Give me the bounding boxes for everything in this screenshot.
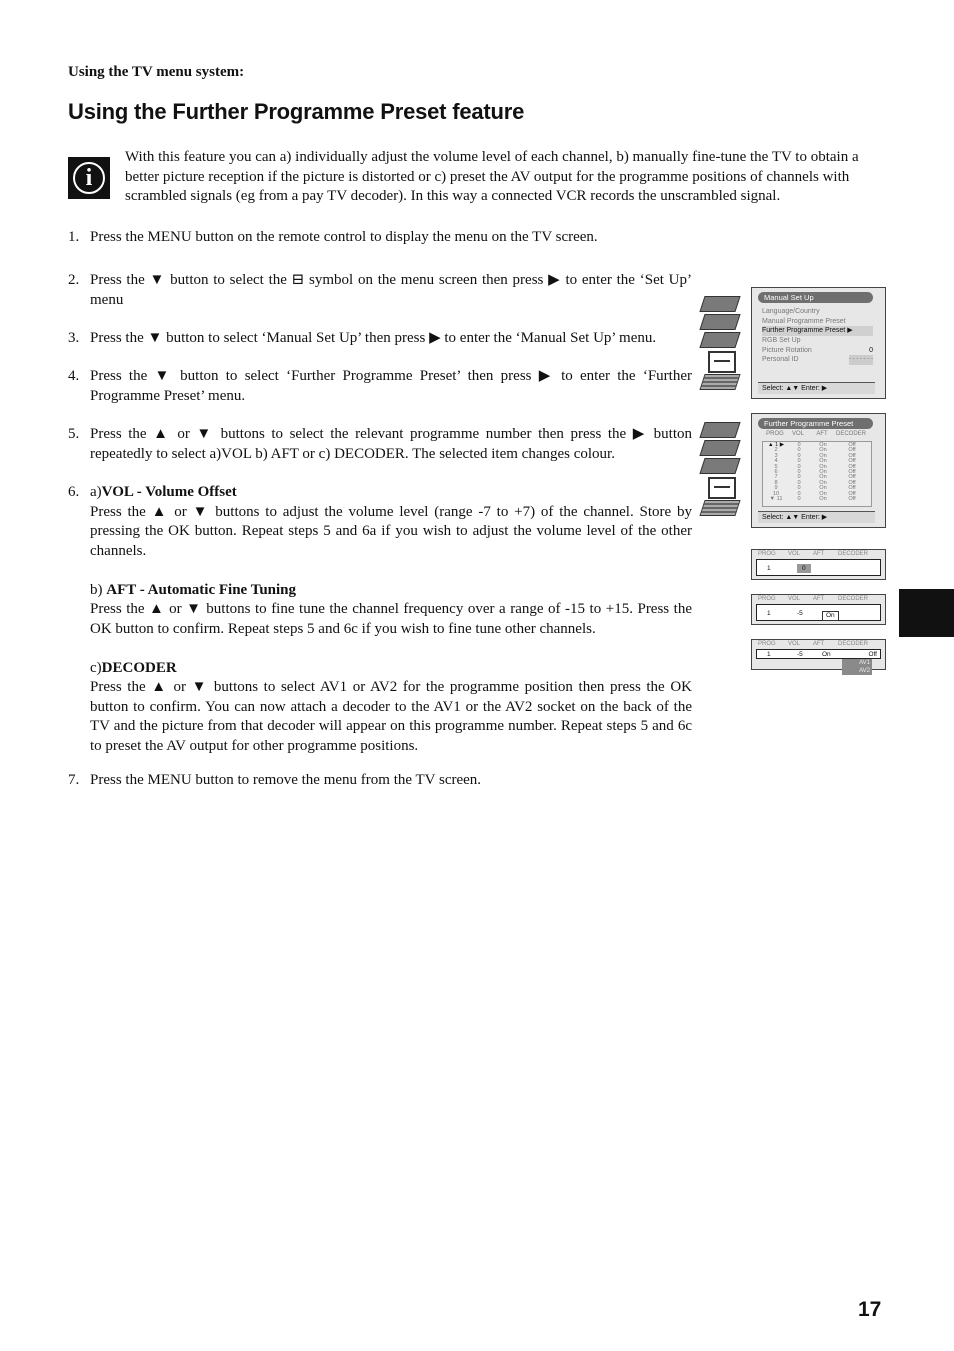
column-header: AFT xyxy=(816,431,828,437)
preset-cell: On xyxy=(819,468,827,475)
preset-cell: 0 xyxy=(797,490,801,497)
sound-menu-icon xyxy=(699,440,740,456)
step-5 xyxy=(68,425,692,464)
step-number: 2. xyxy=(68,272,80,288)
section-heading: Using the TV menu system: xyxy=(68,64,245,80)
step-6c-text: Press the ▲ or ▼ buttons to select AV1 or AV2 for the programme position then press the OK button to confirm. You can now attach a decoder to the AV1 or the AV2 socket on the back of the TV and the picture from that decoder will appear on this programme number. Repeat steps 5 and 6c to preset the AV output for other programme positions. xyxy=(90,679,692,754)
prog-value: 1 xyxy=(767,565,771,572)
preset-cell: On xyxy=(819,458,827,465)
rotation-value: 0 xyxy=(869,346,873,354)
column-header: VOL xyxy=(788,641,801,647)
preset-cell: 6 xyxy=(774,468,778,475)
menu-item: Language/Country xyxy=(762,308,820,315)
step-6c-heading: c)DECODER xyxy=(90,659,177,676)
preset-cell: Off xyxy=(848,463,856,470)
step-text: Press the ▼ button to select ‘Further Programme Preset’ then press ▶ to enter the ‘Further Programme Preset’ menu. xyxy=(90,368,692,404)
step-number: 1. xyxy=(68,229,80,245)
preset-table-header xyxy=(762,430,885,438)
column-header: AFT xyxy=(813,551,825,557)
column-header: PROG xyxy=(758,596,776,602)
info-icon: i xyxy=(68,157,110,199)
preset-cell: 0 xyxy=(797,463,801,470)
step-6b-heading: b) AFT - Automatic Fine Tuning xyxy=(90,581,297,598)
vol-value-highlighted: 0 xyxy=(797,564,811,573)
preset-cell: Off xyxy=(848,452,856,459)
preset-cell: Off xyxy=(848,442,856,448)
intro-paragraph: With this feature you can a) individually adjust the volume level of each channel, b) manually fine-tune the TV to obtain a better picture reception if the picture is distorted or c) preset the AV output for the programme positions of channels with scrambled signals (eg from a pay TV decoder). In this way a connected VCR records the unscrambled signal. xyxy=(125,149,859,204)
step-7 xyxy=(68,771,692,791)
column-header: DECODER xyxy=(838,641,869,647)
decoder-panel xyxy=(751,639,886,674)
step-text: Press the ▼ button to select ‘Manual Set Up’ then press ▶ to enter the ‘Manual Set Up’ menu. xyxy=(90,330,657,346)
sound-menu-icon xyxy=(699,314,740,330)
column-header: VOL xyxy=(788,596,801,602)
screen-footer: Select: ▲▼ Enter: ▶ xyxy=(758,382,875,394)
step-number: 3. xyxy=(68,330,80,346)
decoder-value: Off xyxy=(868,651,877,658)
column-header: DECODER xyxy=(838,551,869,557)
step-4 xyxy=(68,367,692,406)
manual-setup-screen xyxy=(751,287,886,399)
preset-cell: 5 xyxy=(774,463,778,470)
step-1 xyxy=(68,228,692,248)
step-number: 7. xyxy=(68,772,80,788)
step-3 xyxy=(68,329,692,349)
preset-cell: 0 xyxy=(797,495,801,502)
decoder-option: AV2 xyxy=(859,668,870,674)
preset-cell: Off xyxy=(848,458,856,465)
preset-cell: Off xyxy=(848,474,856,481)
step-6a-text: Press the ▲ or ▼ buttons to adjust the volume level (range -7 to +7) of the channel. Store by pressing the OK button. Repeat steps 5 and 6a if you wish to adjust the volume level of the other channels. xyxy=(90,503,692,559)
decoder-option: AV1 xyxy=(859,660,870,666)
menu-item-row xyxy=(762,346,873,356)
personal-id-value: - - - - - - - xyxy=(849,355,873,365)
page-number: 17 xyxy=(858,1298,882,1321)
features-menu-icon xyxy=(699,458,740,474)
picture-menu-icon xyxy=(699,296,740,312)
preset-cell: 0 xyxy=(797,474,801,481)
preset-row xyxy=(763,497,871,502)
column-header: DECODER xyxy=(836,431,867,437)
column-header: AFT xyxy=(813,596,825,602)
aft-panel xyxy=(751,594,886,625)
vol-panel xyxy=(751,549,886,580)
preset-cell: On xyxy=(819,479,827,486)
preset-cell: 2 xyxy=(774,447,778,454)
column-header: AFT xyxy=(813,641,825,647)
preset-cell: 9 xyxy=(774,485,778,492)
preset-cell: 0 xyxy=(797,479,801,486)
column-header: DECODER xyxy=(838,596,869,602)
step-6a-heading: a)VOL - Volume Offset xyxy=(90,484,237,500)
screen-title: Manual Set Up xyxy=(758,292,873,303)
preset-cell: Off xyxy=(848,479,856,486)
further-preset-screen xyxy=(751,413,886,528)
preset-cell: Off xyxy=(848,495,856,502)
preset-cell: 4 xyxy=(774,458,778,465)
preset-cell: Off xyxy=(848,485,856,492)
preset-cell: 10 xyxy=(772,490,780,497)
setup-menu-icon xyxy=(708,477,736,499)
vol-value: -5 xyxy=(797,610,803,617)
column-header: PROG xyxy=(758,551,776,557)
step-text: Press the ▼ button to select the ⊟ symbol on the menu screen then press ▶ to enter the ‘Set Up’ menu xyxy=(90,272,692,308)
step-number: 5. xyxy=(68,426,80,442)
preset-cell: 7 xyxy=(774,474,778,481)
preset-cell: On xyxy=(819,442,827,448)
column-header: PROG xyxy=(766,431,784,437)
column-header: PROG xyxy=(758,641,776,647)
preset-cell: On xyxy=(819,474,827,481)
aft-value: On xyxy=(822,651,831,658)
preset-cell: On xyxy=(819,447,827,454)
menu-item: Manual Programme Preset xyxy=(762,317,846,325)
preset-cell: On xyxy=(819,495,827,502)
preset-cell: ▲ 1 ▶ xyxy=(767,442,785,448)
preset-cell: 3 xyxy=(774,452,778,459)
step-6 xyxy=(68,483,692,756)
aft-value-highlighted: On xyxy=(822,611,839,621)
preset-cell: On xyxy=(819,485,827,492)
setup-menu-icon xyxy=(708,351,736,373)
step-number: 6. xyxy=(68,484,80,500)
preset-cell: 0 xyxy=(797,447,801,454)
menu-item-row xyxy=(762,355,873,365)
preset-cell: 0 xyxy=(797,468,801,475)
prog-value: 1 xyxy=(767,651,771,658)
preset-cell: Off xyxy=(848,447,856,454)
step-2 xyxy=(68,271,692,310)
preset-cell: On xyxy=(819,452,827,459)
teletext-menu-icon xyxy=(699,500,740,516)
step-number: 4. xyxy=(68,368,80,384)
preset-cell: On xyxy=(819,463,827,470)
features-menu-icon xyxy=(699,332,740,348)
preset-cell: Off xyxy=(848,490,856,497)
screen-footer: Select: ▲▼ Enter: ▶ xyxy=(758,511,875,523)
step-6b-text: Press the ▲ or ▼ buttons to fine tune the channel frequency over a range of -15 to +15. Press the OK button to confirm. Repeat steps 5 and 6c if you wish to fine tune other channels. xyxy=(90,601,692,637)
menu-item: Personal ID xyxy=(762,356,799,364)
picture-menu-icon xyxy=(699,422,740,438)
preset-cell: 0 xyxy=(797,485,801,492)
teletext-menu-icon xyxy=(699,374,740,390)
preset-cell: 0 xyxy=(797,452,801,459)
prog-value: 1 xyxy=(767,610,771,617)
preset-cell: 8 xyxy=(774,479,778,486)
preset-cell: 0 xyxy=(797,458,801,465)
preset-cell: On xyxy=(819,490,827,497)
vol-value: -5 xyxy=(797,651,803,658)
preset-cell: ▼ 11 xyxy=(769,495,783,502)
screen-title: Further Programme Preset xyxy=(758,418,873,429)
preset-table xyxy=(762,441,872,507)
column-header: VOL xyxy=(788,551,801,557)
column-header: VOL xyxy=(791,431,804,437)
chapter-tab xyxy=(899,589,954,637)
preset-cell: 0 xyxy=(797,442,801,448)
menu-item: RGB Set Up xyxy=(762,337,801,345)
step-text: Press the MENU button to remove the menu from the TV screen. xyxy=(90,772,482,788)
page-title: Using the Further Programme Preset feature xyxy=(68,99,525,124)
menu-item: Picture Rotation xyxy=(762,346,812,354)
menu-item-selected: Further Programme Preset ▶ xyxy=(762,326,873,336)
step-text: Press the MENU button on the remote control to display the menu on the TV screen. xyxy=(90,229,598,245)
step-text: Press the ▲ or ▼ buttons to select the relevant programme number then press the ▶ button repeatedly to select a)VOL b) AFT or c) DECODER. The selected item changes colour. xyxy=(90,426,692,462)
preset-cell: Off xyxy=(848,468,856,475)
decoder-options xyxy=(842,659,872,675)
